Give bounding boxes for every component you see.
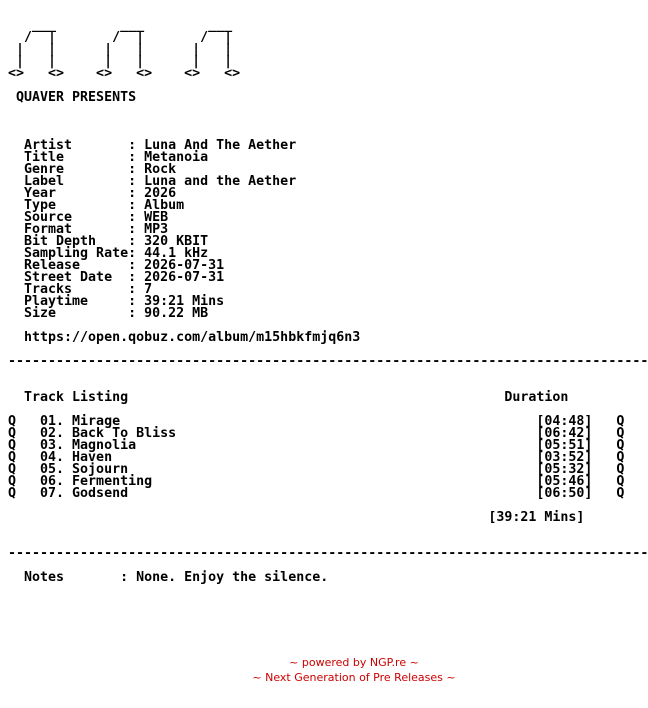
footer-tagline: ~ Next Generation of Pre Releases ~	[252, 671, 456, 684]
footer-powered-by: ~ powered by NGP.re ~	[289, 656, 419, 669]
nfo-text: ___ ___ ___ / | / | / | | | | | | | | | | | | | <> <> <> <> <> <> QUAVER PRESENTS Artist : Luna And The Aether Title : Metanoia Genre : Rock Label : Luna and the Aether Year : 2026 Type : Album Source : WEB Format : MP3 Bit Depth : 320 KBIT Sampling Rate: 44.1 kHz Release : 2026-07-31 Street Date : 2026-07-31 Tracks : 7 Playtime : 39:21 Mins Size : 90.22 MB https://open.qobuz.com/album/m15hbkfmjq6n3 -------------------------------------------------------------------------------- Track Listing Duration Q 01. Mirage [04:48] Q Q 02. Back To Bliss [06:42] Q Q 03. Magnolia [05:51] Q Q 04. Haven [03:52] Q Q 05. Sojourn [05:32] Q Q 06. Fermenting [05:46] Q Q 07. Godsend [06:50] Q [39:21 Mins] -------------------------------------------------------------------------------- Notes : None. Enjoy the silence.	[8, 18, 648, 585]
